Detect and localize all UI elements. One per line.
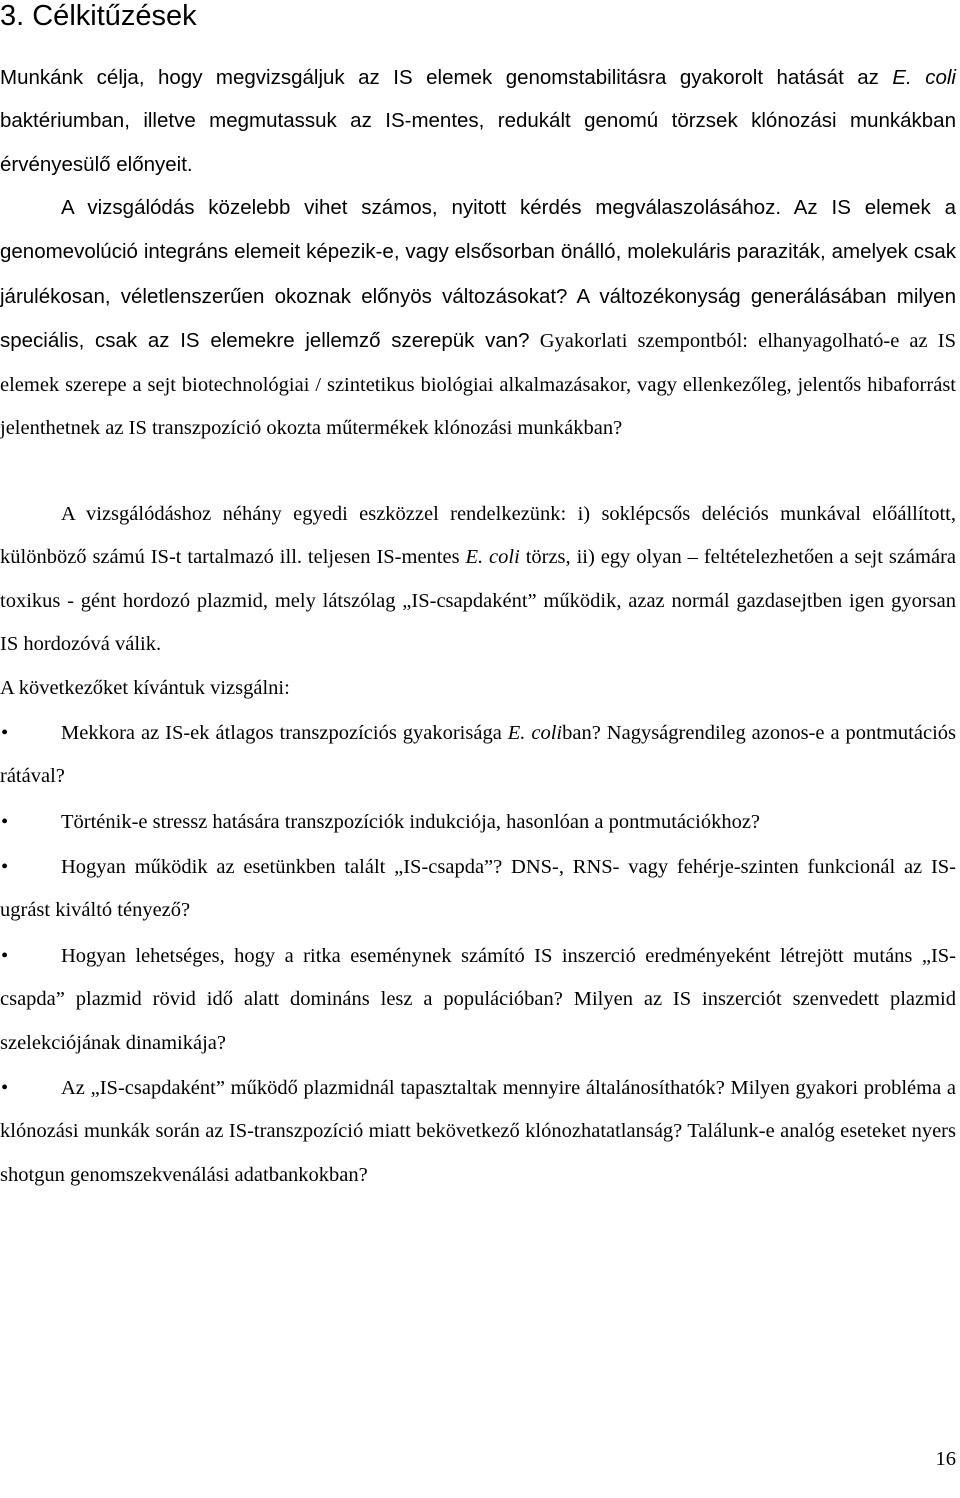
questions-paragraph <box>0 186 956 450</box>
intro-ecoli: E. coli <box>892 66 956 89</box>
bullet-text: Hogyan lehetséges, hogy a ritka eseménynek számító IS inszerció eredményeként létrejött mutáns „IS-csapda” plazmid rövid idő alatt domináns lesz a populációban? Milyen az IS inszerciót szenvedett plazmid szelekciójának dinamikája? <box>0 945 956 1054</box>
bullet-icon: • <box>1 722 9 744</box>
tools-paragraph <box>0 493 956 667</box>
list-intro: A következőket kívántuk vizsgálni: <box>0 677 290 699</box>
intro-paragraph <box>0 56 956 186</box>
bullet-icon: • <box>1 1077 9 1099</box>
bullet-text: Történik-e stressz hatására transzpozíciók indukciója, hasonlóan a pontmutációkhoz? <box>61 811 761 833</box>
bullet-1-text-1: Mekkora az IS-ek átlagos transzpozíciós gyakorisága <box>61 722 508 744</box>
bullet-icon: • <box>1 945 9 967</box>
tools-text-2: törzs, ii) egy olyan – feltételezhetően a sejt számára toxikus - gént hordozó plazmid, mely látszólag „IS-csapdaként” működik, azaz normál gazdasejtben igen gyorsan IS hordozóvá válik. <box>0 546 956 656</box>
intro-text-1: Munkánk célja, hogy megvizsgáljuk az IS elemek genomstabilitásra gyakorolt hatását az <box>0 66 893 89</box>
bullet-icon: • <box>1 811 9 833</box>
bullet-text: Hogyan működik az esetünkben talált „IS-csapda”? DNS-, RNS- vagy fehérje-szinten funkcionál az IS-ugrást kiváltó tényező? <box>0 856 956 922</box>
section-heading: 3. Célkitűzések <box>0 0 197 32</box>
bullet-text <box>0 712 956 799</box>
tools-ecoli: E. coli <box>465 546 520 569</box>
page-number: 16 <box>935 1448 956 1470</box>
intro-text-2: baktériumban, illetve megmutassuk az IS-mentes, redukált genomú törzsek klónozási munkákban érvényesülő előnyeit. <box>0 109 956 176</box>
bullet-1-text-2: ban? Nagyságrendileg azonos-e a pontmutációs rátával? <box>0 722 956 788</box>
questions-serif-text: Gyakorlati szempontból: elhanyagolható-e az IS elemek szerepe a sejt biotechnológiai / szintetikus biológiai alkalmazásakor, vagy ellenkezőleg, jelentős hibaforrást jelenthetnek az IS transzpozíció okozta műtermékek klónozási munkákban? <box>0 330 956 440</box>
tools-text-1: A vizsgálódáshoz néhány egyedi eszközzel rendelkezünk: i) soklépcsős deléciós munkával előállított, különböző számú IS-t tartalmazó ill. teljesen IS-mentes <box>0 503 956 569</box>
bullet-icon: • <box>1 856 9 878</box>
questions-sans-text: A vizsgálódás közelebb vihet számos, nyitott kérdés megválaszolásához. Az IS elemek a genomevolúció integráns elemeit képezik-e, vagy elsősorban önálló, molekuláris paraziták, amelyek csak járulékosan, véletlenszerűen okoznak előnyös változásokat? A változékonyság generálásában milyen speciális, csak az IS elemekre jellemző szerepük van? <box>0 196 956 353</box>
bullet-1-ecoli: E. coli <box>507 722 563 744</box>
bullet-text: Az „IS-csapdaként” működő plazmidnál tapasztaltak mennyire általánosíthatók? Milyen gyakori probléma a klónozási munkák során az IS-transzpozíció miatt bekövetkező klónozhatatlanság? Találunk-e analóg eseteket nyers shotgun genomszekvenálási adatbankokban? <box>0 1077 956 1186</box>
